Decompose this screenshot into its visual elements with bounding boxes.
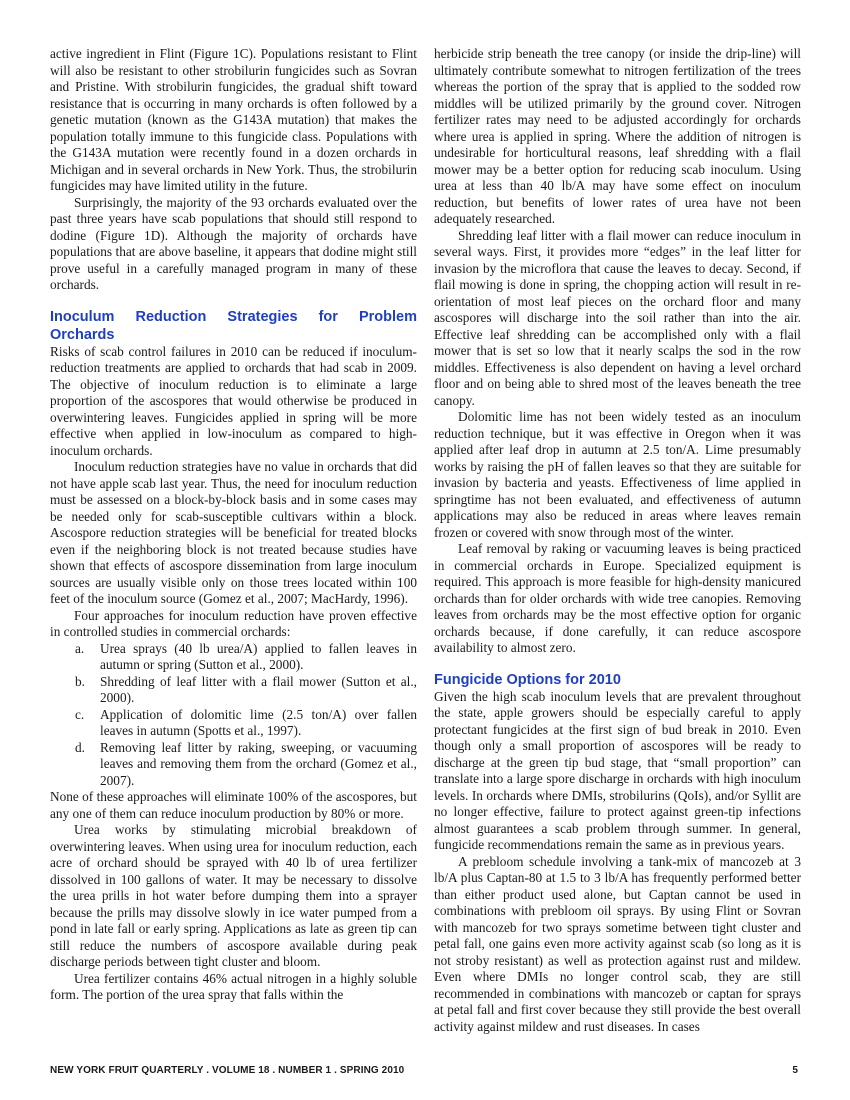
paragraph: Surprisingly, the majority of the 93 orchards evaluated over the past three years have scab populations that should still respond to dodine (Figure 1D). Although the majority of orchards have populations that are above baseline, it appears that dodine might still prove useful in a carefully managed program in many of these orchards. [50, 194, 417, 292]
list-item [50, 740, 417, 790]
list-item-text: Application of dolomitic lime (2.5 ton/A) over fallen leaves in autumn (Spotts et al., 1997). [100, 706, 417, 738]
list-item [50, 674, 417, 707]
paragraph: herbicide strip beneath the tree canopy (or inside the drip-line) will ultimately contribute somewhat to nitrogen fertilization of the trees whereas the portion of the spray that is applied to the sodded row middles will be utilized primarily by the ground cover. Nitrogen fertilizer rates may need to be adjusted accordingly for orchards where urea is applied in spring. Where the addition of nitrogen is undesirable for horticultural reasons, leaf shredding with a flail mower may be a better option for reducing scab inoculum. Using urea at less than 40 lb/A may have some effect on inoculum reduction, but benefits of lower rates of urea have not been adequately researched. [434, 46, 801, 226]
paragraph: Shredding leaf litter with a flail mower can reduce inoculum in several ways. First, it provides more “edges” in the leaf litter for invasion by the microflora that cause the leaves to decay. Second, if flail mowing is done in spring, the chopping action will result in re-orientation of most leaf pieces on the orchard floor and many ascospores will discharge into the soil rather than into the air. Effective leaf shredding can be accomplished only with a flail mower that is set so low that it nearly scalps the sod in the row middles. Effectiveness is also dependent on having a level orchard floor and on being able to shred most of the leaves beneath the tree canopy. [434, 227, 801, 408]
list-marker: d. [75, 739, 85, 755]
paragraph: Leaf removal by raking or vacuuming leaves is being practiced in commercial orchards in Europe. Specialized equipment is required. This approach is more feasible for high-density manicured orchards than for older orchards with wide tree canopies. Removing leaves from orchards may be the most effective option for organic orchards because, if done carefully, it can reduce ascospore availability to almost zero. [434, 541, 801, 655]
list-item [50, 707, 417, 740]
list-item-text: Urea sprays (40 lb urea/A) applied to fallen leaves in autumn or spring (Sutton et al., 2000). [100, 640, 417, 672]
paragraph: Urea fertilizer contains 46% actual nitrogen in a highly soluble form. The portion of the urea spray that falls within the [50, 970, 417, 1002]
paragraph: Inoculum reduction strategies have no value in orchards that did not have apple scab last year. Thus, the need for inoculum reduction must be assessed on a block-by-block basis and in some cases may be needed only for scab-susceptible cultivars within a block. Ascospore reduction strategies will be beneficial for treated blocks even if the neighboring block is not treated because studies have shown that effects of ascospore dissemination from large inoculum sources are usually visible only on those trees located within 100 feet of the inoculum source (Gomez et al., 2007; MacHardy, 1996). [50, 459, 417, 606]
page-number: 5 [792, 1065, 798, 1076]
list-marker: a. [75, 640, 85, 656]
paragraph: Urea works by stimulating microbial breakdown of overwintering leaves. When using urea for inoculum reduction, each acre of orchard should be sprayed with 40 lb of urea fertilizer dissolved in 100 gallons of water. It may be necessary to dissolve the urea prills in hot water before dumping them into a sprayer because the prills may dissolve slowly in ice water pumped from a pond in late fall or early spring. Applications as late as green tip can still reduce the numbers of ascospore available during peak discharge periods between tight cluster and bloom. [50, 822, 417, 969]
left-column [50, 46, 417, 1004]
paragraph: Four approaches for inoculum reduction have proven effective in controlled studies in commercial orchards: [50, 607, 417, 639]
section-heading: Fungicide Options for 2010 [434, 671, 621, 688]
list-marker: b. [75, 673, 85, 689]
paragraph: Dolomitic lime has not been widely tested as an inoculum reduction technique, but it was effective in Oregon when it was applied after leaf drop in autumn at 2.5 ton/A. Lime presumably works by raising the pH of fallen leaves so that they are suitable for invasion by bacteria and yeasts. Effectiveness of lime applied in springtime has not been evaluated, and effectiveness of autumn applications may also be reduced in areas where leaves remain frozen or covered with snow through most of the winter. [434, 409, 801, 540]
list-marker: c. [75, 706, 85, 722]
paragraph: Given the high scab inoculum levels that are prevalent throughout the state, apple growers should be especially careful to apply protectant fungicides at the first sign of bud break in 2010. Even though only a small proportion of ascospores will be ready to discharge at the green tip bud stage, that “small proportion” can translate into a large spore discharge in orchards with high inoculum levels. In orchards where DMIs, strobilurins (QoIs), and/or Syllit are no longer effective, failure to protect against green-tip infections almost guarantees a scab problem through summer. In general, fungicide recommendations remain the same as in previous years. [434, 688, 801, 852]
paragraph: None of these approaches will eliminate 100% of the ascospores, but any one of them can reduce inoculum production by 80% or more. [50, 789, 417, 821]
section-heading: Inoculum Reduction Strategies for Problem Orchards [50, 308, 417, 343]
paragraph: A prebloom schedule involving a tank-mix of mancozeb at 3 lb/A plus Captan-80 at 1.5 to 3 lb/A has frequently performed better than either product used alone, but Captan cannot be used in combinations with prebloom oil sprays. By using Flint or Sovran with mancozeb for two sprays sometime between tight cluster and petal fall, one gains even more activity against scab (so long as it is not stroby resistant) as well as protection against rust and mildew. Even where DMIs no longer control scab, they are still recommended in combinations with mancozeb or captan for sprays at petal fall and first cover because they still provide the best overall activity against mildew and rust diseases. In cases [434, 853, 801, 1034]
list-item-text: Removing leaf litter by raking, sweeping, or vacuuming leaves and removing them from the orchard (Gomez et al., 2007). [100, 739, 417, 788]
paragraph: active ingredient in Flint (Figure 1C). Populations resistant to Flint will also be resistant to other strobilurin fungicides such as Sovran and Pristine. With strobilurin fungicides, the gradual shift toward resistance that is occurring in many orchards is often followed by a genetic mutation (known as the G143A mutation) that makes the population totally immune to this fungicide class. Populations with the G143A mutation were recently found in a dozen orchards in Michigan and in several orchards in New York. Thus, the strobilurin fungicides may have limited utility in the future. [50, 46, 417, 193]
page-footer [50, 1065, 798, 1076]
list-item-text: Shredding of leaf litter with a flail mower (Sutton et al., 2000). [100, 673, 417, 705]
right-column [434, 46, 801, 1035]
paragraph: Risks of scab control failures in 2010 can be reduced if inoculum-reduction treatments are applied to orchards that had scab in 2009. The objective of inoculum reduction is to eliminate a large proportion of the ascospores that would otherwise be produced in overwintering leaves. Fungicides applied in spring will be more effective when applied in low-inoculum as compared to high-inoculum orchards. [50, 343, 417, 458]
list-item [50, 641, 417, 674]
journal-info: NEW YORK FRUIT QUARTERLY . VOLUME 18 . NUMBER 1 . SPRING 2010 [50, 1065, 405, 1076]
approach-list [50, 641, 417, 790]
